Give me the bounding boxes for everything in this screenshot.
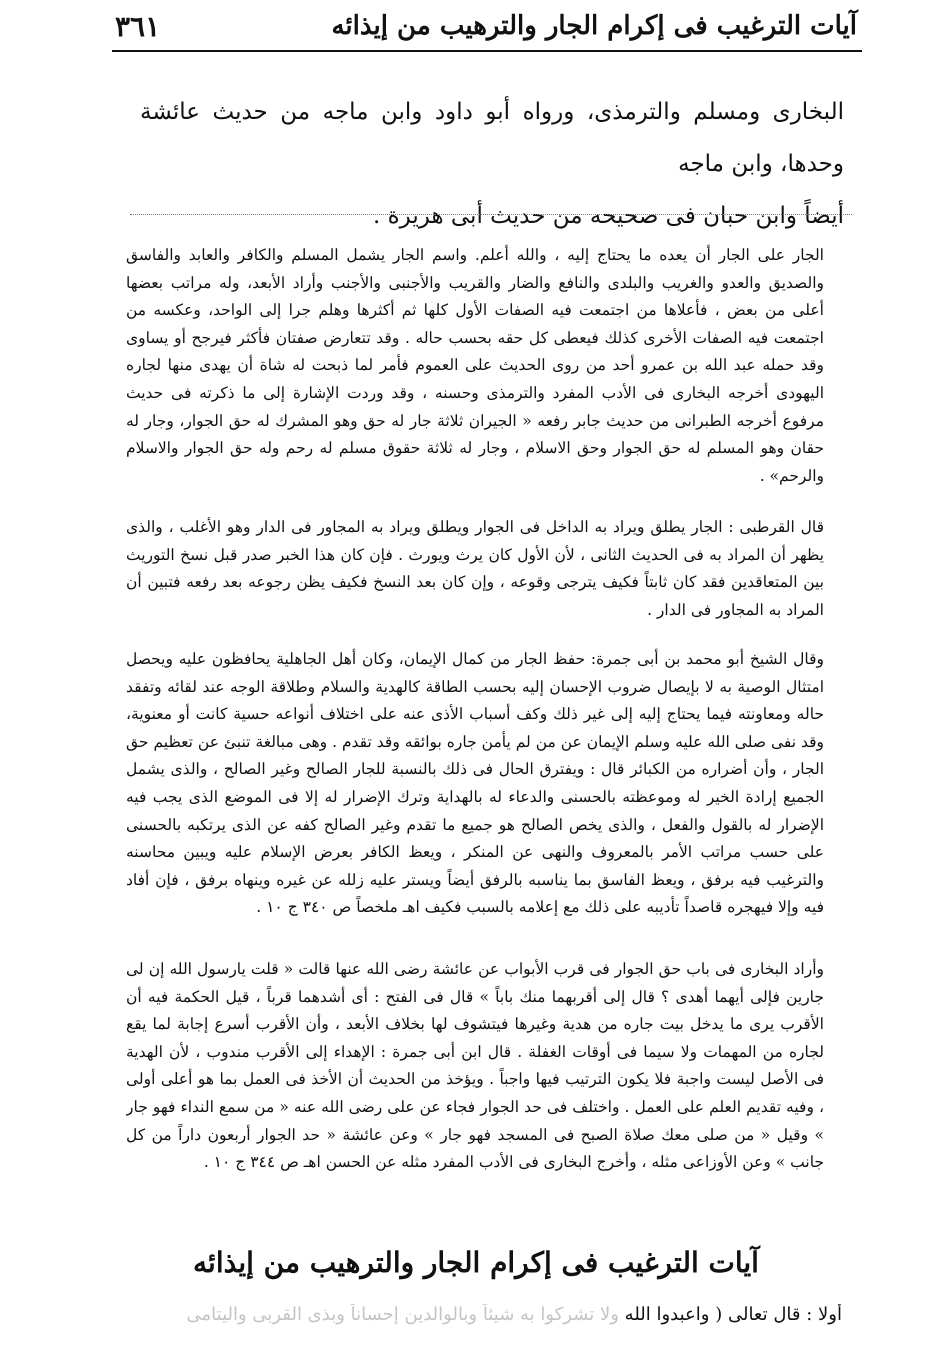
header-rule	[112, 50, 862, 52]
verse-text-faded: ولا تشركوا به شيئاً وبالوالدين إحساناً وبذى القربى واليتامى	[186, 1304, 619, 1325]
footnote-divider	[130, 214, 852, 215]
section-title: آيات الترغيب فى إكرام الجار والترهيب من إيذائه	[193, 1246, 759, 1279]
page-number: ٣٦١	[115, 9, 161, 43]
main-text	[140, 86, 844, 242]
footnote-paragraph: وقال الشيخ أبو محمد بن أبى جمرة: حفظ الجار من كمال الإيمان، وكان أهل الجاهلية يحافظون عليه ويحصل امتثال الوصية به لا بإيصال ضروب الإحسان إليه بحسب الطاقة كالهدية والسلام وطلاقة الوجه عند لقائه وتفقد حاله ومعاونته فيما يحتاج إليه إلى غير ذلك وكف أسباب الأذى عنه على اختلاف أنواعه حسية كانت أو معنوية، وقد نفى صلى الله عليه وسلم الإيمان عن من لم يأمن جاره بوائقه وقد تقدم . وهى مبالغة تنبئ عن تعظيم حق الجار ، وأن أضراره من الكبائر قال : ويفترق الحال فى ذلك بالنسبة للجار الصالح وغير الصالح ، والذى يشمل الجميع إرادة الخير له وموعظته بالحسنى والدعاء له بالهداية وترك الإضرار له إلا فى الموضع الذى يجب فيه الإضرار له بالقول والفعل ، والذى يخص الصالح هو جميع ما تقدم وغير الصالح كفه عن الذى يرتكبه بالحسنى على حسب مراتب الأمر بالمعروف والنهى عن المنكر ، ويعظ الكافر بعرض الإسلام عليه ويبين محاسنه والترغيب فيه برفق ، ويعظ الفاسق بما يناسبه بالرفق أيضاً ويستر عليه زلله عن غيره وينهاه برفق ، فإن أفاد فيه وإلا فيهجره قاصداً تأديبه على ذلك مع إعلامه بالسبب فكيف اهـ ملخصاً ص ٣٤٠ ج ١٠ .	[126, 650, 824, 917]
footnote-paragraph: الجار على الجار أن يعده ما يحتاج إليه ، والله أعلم. واسم الجار يشمل المسلم والكافر والعابد والفاسق والصديق والعدو والغريب والبلدى والنافع والضار والقريب والأجنبى والأجنب وأراد الأبعد، وله مراتب بعضها أعلى من بعض ، فأعلاها من اجتمعت فيه الصفات الأول كلها ثم أكثرها وهلم جرا إلى الواحد، وعكسه من اجتمعت فيه الصفات الأخرى كذلك فيعطى كل حقه بحسب حاله . وقد تتعارض صفتان فأكثر فيرجح أو يساوى وقد حمله عبد الله بن عمرو أحد من روى الحديث على العموم فأمر لما ذبحت له شاة أن يهدى منها لجاره اليهودى أخرجه البخارى فى الأدب المفرد والترمذى وحسنه ، وقد وردت الإشارة إلى ما ذكرته فى حديث مرفوع أخرجه الطبرانى من حديث جابر رفعه « الجيران ثلاثة جار له حق وهو المشرك له حق الجوار، وجار له حقان وهو المسلم له حق الجوار وحق الاسلام ، وجار له ثلاثة حقوق مسلم له رحم وله حق الجوار والاسلام والرحم» .	[126, 246, 824, 485]
main-text-line: البخارى ومسلم والترمذى، ورواه أبو داود وابن ماجه من حديث عائشة وحدها، وابن ماجه	[140, 99, 844, 177]
verse-text: قال تعالى ( واعبدوا الله	[624, 1304, 801, 1325]
header-title: آيات الترغيب فى إكرام الجار والترهيب من إيذائه	[331, 11, 857, 41]
running-header	[115, 6, 857, 46]
first-verse-line	[130, 1304, 842, 1325]
item-label: أولا :	[806, 1304, 842, 1325]
main-text-line: أيضاً وابن حبان فى صحيحه من حديث أبى هريرة .	[372, 203, 844, 229]
footnote-paragraph: قال القرطبى : الجار يطلق ويراد به الداخل فى الجوار ويطلق ويراد به المجاور فى الدار وهو الأغلب ، والذى يظهر أن المراد به فى الحديث الثانى ، لأن الأول كان يرث ويورث . فإن كان هذا الخبر صدر قبل نسخ التوريث بين المتعاقدين فقد كان ثابتاً فكيف يترجى وقوعه ، وإن كان بعد النسخ فكيف يظن رجوعه بعد رفعه فتبين أن المراد به المجاور فى الدار .	[126, 518, 824, 619]
footnote-paragraph: وأراد البخارى فى باب حق الجوار فى قرب الأبواب عن عائشة رضى الله عنها قالت « قلت يارسول الله إن لى جارين فإلى أيهما أهدى ؟ قال إلى أقربهما منك باباً » قال فى الفتح : أى أشدهما قرباً ، قيل الحكمة فيه أن الأقرب يرى ما يدخل بيت جاره من هدية وغيرها فيتشوف لها بخلاف الأبعد ، وأن الأقرب أسرع إجابة لما يقع لجاره من المهمات ولا سيما فى أوقات الغفلة . قال ابن أبى جمرة : الإهداء إلى الأقرب مندوب ، لأن الهدية فى الأصل ليست واجبة فلا يكون الترتيب فيها واجباً . ويؤخذ من الحديث أن الأخذ فى العمل بما هو أعلى أولى ، وفيه تقديم العلم على العمل . واختلف فى حد الجوار فجاء عن على رضى الله عنه « من سمع النداء فهو جار » وقيل « من صلى معك صلاة الصبح فى المسجد فهو جار » وعن عائشة « حد الجوار أربعون داراً من كل جانب » وعن الأوزاعى مثله ، وأخرج البخارى فى الأدب المفرد مثله عن الحسن اهـ ص ٣٤٤ ج ١٠ .	[126, 960, 824, 1172]
footnotes	[126, 242, 824, 1224]
